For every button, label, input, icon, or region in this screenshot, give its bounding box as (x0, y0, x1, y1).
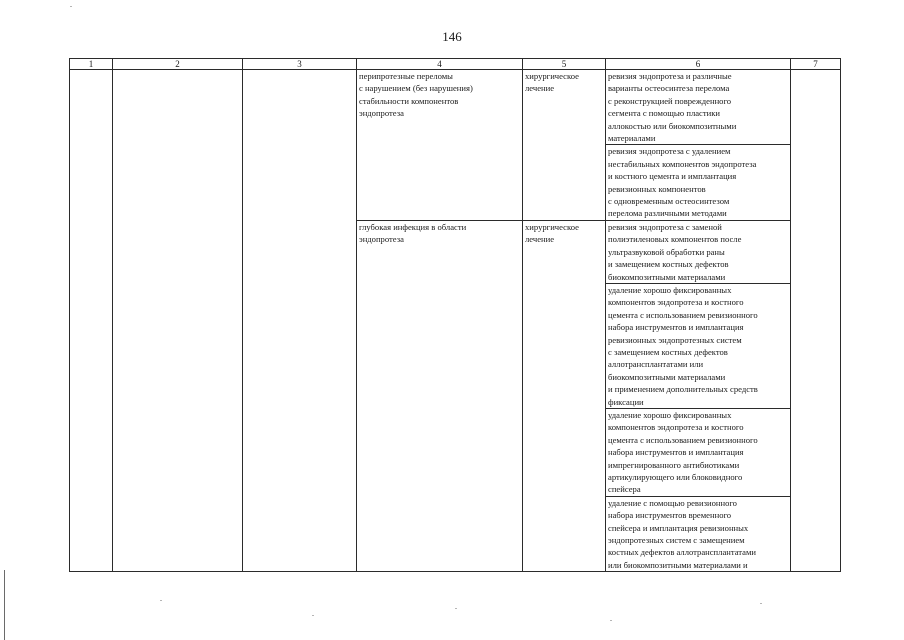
scan-speck (610, 620, 612, 621)
cell-col-3 (243, 70, 357, 572)
cell-col-7 (791, 70, 841, 572)
treatment-type-cell: хирургическое лечение (523, 70, 606, 221)
column-header: 7 (791, 59, 841, 70)
condition-cell: глубокая инфекция в области эндопротеза (357, 220, 523, 571)
condition-cell: перипротезные переломы с нарушением (без нарушения) стабильности компонентов эндопротеза (357, 70, 523, 221)
column-header: 2 (113, 59, 243, 70)
treatment-type-cell: хирургическое лечение (523, 220, 606, 571)
method-cell: ревизия эндопротеза и различные варианты остеосинтеза перелома с реконструкцией поврежденного сегмента с помощью пластики аллокостью или биокомпозитными материалами (606, 70, 791, 145)
scan-speck (70, 6, 72, 7)
scan-speck (455, 608, 457, 609)
page-number: 146 (442, 29, 462, 44)
scan-edge-line (4, 570, 5, 640)
column-header: 3 (243, 59, 357, 70)
cell-col-1 (70, 70, 113, 572)
method-cell: ревизия эндопротеза с заменой полиэтиленовых компонентов после ультразвуковой обработки раны и замещением костных дефектов биокомпозитными материалами (606, 220, 791, 283)
scan-speck (760, 603, 762, 604)
column-header: 5 (523, 59, 606, 70)
method-cell: удаление хорошо фиксированных компонентов эндопротеза и костного цемента с использованием ревизионного набора инструментов и имплантация импрегнированного антибиотиками артикулирующего или блоковидного спейсера (606, 408, 791, 496)
medical-procedures-table (69, 58, 841, 572)
column-header: 4 (357, 59, 523, 70)
table-row (70, 70, 841, 145)
column-header: 1 (70, 59, 113, 70)
cell-col-2 (113, 70, 243, 572)
method-cell: удаление хорошо фиксированных компонентов эндопротеза и костного цемента с использованием ревизионного набора инструментов и имплантация ревизионных эндопротезных систем с замещением костных дефектов аллотрансплантатами или биокомпозитными материалами и применением дополнительных средств фиксации (606, 283, 791, 408)
scan-speck (160, 600, 162, 601)
scan-speck (312, 615, 314, 616)
method-cell: удаление с помощью ревизионного набора инструментов временного спейсера и имплантация ревизионных эндопротезных систем с замещением костных дефектов аллотрансплантатами или биокомпозитными материалами и (606, 496, 791, 571)
column-header-row (70, 59, 841, 70)
column-header: 6 (606, 59, 791, 70)
method-cell: ревизия эндопротеза с удалением нестабильных компонентов эндопротеза и костного цемента и имплантация ревизионных компонентов с одновременным остеосинтезом перелома различными методами (606, 145, 791, 220)
